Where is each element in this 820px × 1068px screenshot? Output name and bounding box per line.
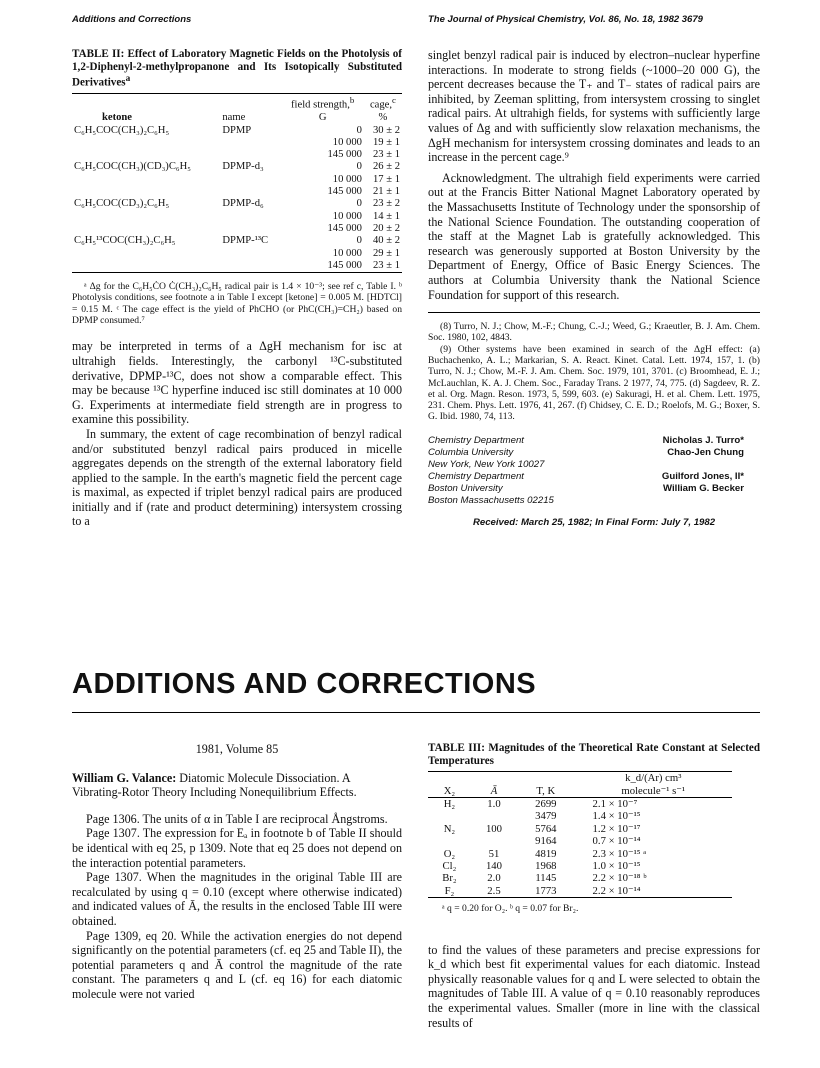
table2-cell-field: 0 [356, 124, 362, 136]
table3-caption: TABLE III: Magnitudes of the Theoretical Rate Constant at Selected Temperatures [428, 742, 760, 767]
table2-header-field: field strength,$^b$ G [291, 95, 355, 124]
table2-cell-ketone [72, 211, 220, 223]
table3-cell-x: F₂ [444, 884, 455, 897]
table3-cell-a: 2.0 [487, 872, 501, 885]
affiliation-row [428, 435, 760, 447]
table2-cell-ketone [72, 248, 220, 260]
table2-cell-cage: 26 ± 2 [372, 161, 400, 173]
table2-row [72, 260, 402, 272]
table3-row [428, 860, 732, 872]
table2-header-ketone: ketone [102, 112, 133, 124]
table2-cell-cage: 21 ± 1 [372, 186, 400, 198]
table3-row [428, 835, 732, 847]
table2-cell-cage: 23 ± 2 [372, 198, 400, 210]
table3-cell-x [428, 835, 471, 847]
table2-cell-name: DPMP-d₃ [222, 161, 264, 173]
affiliation-row [428, 495, 760, 507]
table2-cell-ketone: C₆H₅¹³COC(CH₃)₂C₆H₅ [74, 235, 176, 247]
table2-cell-name [220, 223, 281, 235]
table2-cell-cage: 17 ± 1 [372, 173, 400, 185]
table2-cell-cage: 14 ± 1 [372, 210, 400, 222]
affiliation-row [428, 447, 760, 459]
table2-cell-ketone [72, 260, 220, 272]
table2-cell-ketone [72, 137, 220, 149]
right-column-top [428, 48, 760, 529]
table2-cell-field: 145 000 [327, 186, 362, 198]
acknowledgment: Acknowledgment. The ultrahigh field experiments were carried out at the Francis Bitter National Magnet Laboratory operated by the Massachusetts Institute of Technology under the sponsorship of the National Science Foundation. The outstanding cooperation of the staff at the Magnet Lab is gratefully acknowledged. This research was generously supported at Boston University by the Department of Energy, Office of Basic Energy Sciences. The authors at Columbia University thank the National Science Foundation for support of this research. [428, 170, 760, 302]
right-bottom-paragraph: to find the values of these parameters and precise expressions for k_d which best fit experimental values for each diatomic. Instead physically reasonable values for q and L were selected to obtain the magnitudes of Table III. A value of q = 0.10 reasonably reproduces the experimental values. Smaller (more in line with the classical results of [428, 942, 760, 1030]
affiliation-place: Columbia University [428, 446, 514, 458]
table3-cell-a [471, 835, 517, 847]
table2-cell-cage: 23 ± 1 [372, 149, 400, 161]
table2-cell-ketone [72, 174, 220, 186]
correction-para-4: Page 1309, eq 20. While the activation energies do not depend significantly on the potential parameters (cf. eq 25 and Table II), the potential parameters q and Ā control the magnitude of the rate constant. The parameters q and L (cf. eq 16) for each diatomic molecule were not varied [72, 928, 402, 1001]
table3-cell-t: 1968 [535, 860, 557, 873]
table2-cell-name [220, 248, 281, 260]
table3-cell-t: 4819 [535, 847, 557, 860]
table3-cell-k: 2.2 × 10⁻¹⁴ [592, 884, 641, 897]
affiliation-row [428, 459, 760, 471]
table2-cell-field: 145 000 [327, 259, 362, 271]
correction-para-2: Page 1307. The expression for Eₐ in footnote b of Table II should be identical with eq 25, p 1309. Note that eq 25 does not depend on the interaction potential parameters. [72, 826, 402, 870]
table3-header-k: k_d/(Ar) cm³ molecule⁻¹ s⁻¹ [575, 772, 732, 798]
table3-cell-a: 100 [485, 822, 502, 835]
author-name [744, 459, 760, 471]
reference-8: (8) Turro, N. J.; Chow, M.-F.; Chung, C.-J.; Weed, G.; Kraeutler, B. J. Am. Chem. Soc. 1980, 102, 4843. [428, 321, 760, 344]
table2-cell-name: DPMP-d₆ [222, 198, 264, 210]
table2-cell-cage: 20 ± 2 [372, 222, 400, 234]
table2-cell-field: 10 000 [332, 136, 362, 148]
author-name: Chao-Jen Chung [667, 446, 744, 458]
table2-cell-ketone: C₆H₅COC(CD₃)₂C₆H₅ [74, 198, 170, 210]
table3-cell-x: O₂ [443, 847, 456, 860]
table3-cell-t: 5764 [535, 822, 557, 835]
table2 [72, 93, 402, 272]
correction-volume: 1981, Volume 85 [195, 742, 279, 756]
table2-cell-cage: 40 ± 2 [372, 235, 400, 247]
author-name: William G. Becker [663, 482, 744, 494]
table2-cell-cage: 30 ± 2 [372, 124, 400, 136]
running-header-right: The Journal of Physical Chemistry, Vol. 86, No. 18, 1982 3679 [428, 14, 703, 25]
table3-header-t: T, K [517, 772, 574, 798]
table3-cell-t: 2699 [535, 798, 557, 810]
table2-cell-cage: 23 ± 1 [372, 259, 400, 271]
affiliation-row [428, 471, 760, 483]
received-date: Received: March 25, 1982; In Final Form: July 7, 1982 [472, 516, 716, 528]
table2-row [72, 223, 402, 235]
table2-row [72, 186, 402, 198]
author-name [744, 495, 760, 507]
correction-heading [72, 771, 402, 800]
corrections-column [72, 742, 402, 1002]
left-paragraph-1: may be interpreted in terms of a ΔgH mechanism for isc at ultrahigh fields. Interestingly, the carbonyl ¹³C-substituted derivative, DPMP-¹³C, does not show a comparable effect. This may be because ¹³C hyperfine induced isc still dominates at 10 000 G. Experiments at intermediate field strength are in progress to examine this possibility. [72, 339, 402, 427]
table2-row [72, 211, 402, 223]
affiliation-place: New York, New York 10027 [428, 458, 545, 470]
table2-row [72, 248, 402, 260]
table2-cell-ketone [72, 186, 220, 198]
table3-cell-a: 51 [488, 847, 500, 860]
table2-cell-name [220, 186, 281, 198]
table3-cell-a: 2.5 [487, 884, 501, 897]
table3-row [428, 885, 732, 897]
affiliations [428, 435, 760, 507]
correction-author: William G. Valance: [72, 770, 177, 785]
table2-cell-name: DPMP [222, 124, 252, 136]
table3-cell-x: N₂ [443, 822, 456, 835]
table2-cell-field: 10 000 [332, 173, 362, 185]
table2-row [72, 137, 402, 149]
table2-cell-name [220, 149, 281, 161]
table3-cell-k: 2.2 × 10⁻¹⁸ ᵇ [592, 872, 647, 885]
left-paragraph-2: In summary, the extent of cage recombination of benzyl radical and/or substituted benzyl radical pairs produced in micelle aggregates depends on the strength of the external laboratory field applied to the sample. In the earth's magnetic field the percent cage is maximal, as expected if triplet benzyl radical pairs are produced initially and if (rate and product determining) intersystem crossing to a [72, 426, 402, 529]
table3-cell-x: Cl₂ [442, 860, 457, 873]
table3-footnote: ᵃ q = 0.20 for O₂. ᵇ q = 0.07 for Br₂. [442, 903, 579, 915]
affiliation-row [428, 483, 760, 495]
table2-row [72, 174, 402, 186]
table2-header-cage: cage,$^c$ % [369, 95, 396, 124]
table3-row [428, 823, 732, 835]
table3-cell-t: 1145 [535, 872, 557, 885]
table2-row [72, 125, 402, 137]
table3 [428, 771, 732, 897]
correction-para-1: Page 1306. The units of α in Table I are reciprocal Ångstroms. [86, 811, 388, 826]
table2-header-name: name [222, 112, 246, 124]
table2-cell-field: 145 000 [327, 149, 362, 161]
left-column-top [72, 48, 402, 529]
reference-9: (9) Other systems have been examined in search of the ΔgH effect: (a) Buchachenko, A. L.; Markarian, S. A. React. Kinet. Catal. Lett. 1974, 157, 1. (b) Turro, N. J.; Chow, M.-F. J. Am. Chem. Soc. 1979, 101, 3701. (c) Broomhead, E. J.; McLauchlan, K. A. J. Chem. Soc., Faraday Trans. 2 1977, 74, 775. (d) Sagdeev, R. Z. et al. Org. Magn. Reson. 1973, 5, 599, 603. (e) Sakuragi, H. et al. Chem. Lett. 1975, 231. Chem. Phys. Lett. 1976, 41, 267. (f) Chidsey, C. E. D.; Roelofs, M. G.; Boxer, S. G. Ibid. 1980, 74, 113. [428, 343, 760, 423]
table2-cell-field: 145 000 [327, 222, 362, 234]
table2-cell-field: 0 [356, 198, 362, 210]
table3-cell-x: Br₂ [442, 872, 457, 885]
affiliation-list [428, 435, 760, 507]
affiliation-place: Boston Massachusetts 02215 [428, 494, 554, 506]
table3-header-a: Ā [471, 772, 517, 798]
table3-cell-k: 1.4 × 10⁻¹⁵ [592, 810, 641, 823]
table2-cell-ketone [72, 223, 220, 235]
table3-row [428, 810, 732, 822]
table2-cell-ketone: C₆H₅COC(CH₃)₂C₆H₅ [74, 124, 170, 136]
table2-footnote: ᵃ Δg for the C₆H₅ĊO Ċ(CH₃)₂C₆H₅ radical pair is 1.4 × 10⁻³; see ref c, Table I. ᵇ Photolysis conditions, see footnote a in Table I except [ketone] = 0.005 M. [HDTCl] = 0.15 M. ᶜ The cage effect is the yield of PhCHO (or PhC(CH₃)=CH₂) based on DPMP consumed.⁷ [72, 281, 402, 327]
right-paragraph-1: singlet benzyl radical pair is induced by electron–nuclear hyperfine interactions. In moderate to strong fields (~1000–20 000 G), the percent decreases because the T₊ and T₋ states of radical pairs are inhibited, by Zeeman splitting, from intersystem crossing to singlet radical pairs. At ultrahigh fields, for systems with sufficiently large values of Δg and with sufficiently slow relaxation mechanisms, the ΔgH mechanism for intersystem crossing dominates and leads to an increase in the percent cage.⁹ [428, 48, 760, 165]
table3-cell-a: 1.0 [487, 798, 501, 810]
author-name: Nicholas J. Turro* [662, 434, 744, 446]
table2-cell-field: 0 [356, 161, 362, 173]
table2-cell-name: DPMP-¹³C [222, 235, 269, 247]
table3-cell-x: H₂ [443, 798, 456, 810]
table2-cell-cage: 19 ± 1 [372, 136, 400, 148]
table3-row [428, 798, 732, 811]
table3-cell-k: 1.2 × 10⁻¹⁷ [592, 822, 641, 835]
table3-cell-t: 1773 [535, 884, 557, 897]
table2-cell-name [220, 174, 281, 186]
table2-row [72, 235, 402, 247]
author-name: Guilford Jones, II* [661, 470, 744, 482]
table2-row [72, 161, 402, 173]
table2-cell-ketone: C₆H₅COC(CH₃)(CD₃)C₆H₅ [74, 161, 191, 173]
table3-body [428, 798, 732, 898]
table3-cell-t: 9164 [535, 835, 557, 848]
table3-cell-t: 3479 [535, 810, 557, 823]
table3-row [428, 848, 732, 860]
table3-cell-x [428, 810, 471, 822]
table3-row [428, 872, 732, 884]
table3-cell-k: 0.7 × 10⁻¹⁴ [592, 835, 641, 848]
table2-cell-name [220, 260, 281, 272]
table3-header-x: X₂ [428, 772, 471, 798]
table2-caption: TABLE II: Effect of Laboratory Magnetic Fields on the Photolysis of 1,2-Diphenyl-2-methylpropanone and Its Isotopically Substituted Derivatives$^a$ [72, 48, 402, 89]
table2-cell-field: 0 [356, 235, 362, 247]
table3-cell-k: 2.1 × 10⁻⁷ [592, 798, 638, 810]
table2-cell-field: 10 000 [332, 247, 362, 259]
table2-body [72, 125, 402, 273]
references [428, 321, 760, 423]
section-rule [72, 712, 760, 713]
table3-column [428, 742, 760, 1030]
table3-cell-k: 2.3 × 10⁻¹⁵ ᵃ [592, 847, 647, 860]
table2-row [72, 198, 402, 210]
section-title: ADDITIONS AND CORRECTIONS [72, 668, 537, 700]
table2-cell-name [220, 211, 281, 223]
affiliation-place: Chemistry Department [428, 434, 524, 446]
table3-cell-a [471, 810, 517, 822]
table2-cell-ketone [72, 149, 220, 161]
table2-cell-cage: 29 ± 1 [372, 247, 400, 259]
table2-cell-field: 10 000 [332, 210, 362, 222]
correction-title: Diatomic Molecule Dissociation. A Vibrating-Rotor Theory Including Nonequilibrium Effects. [72, 770, 357, 800]
running-header-left: Additions and Corrections [72, 14, 192, 25]
affiliation-place: Boston University [428, 482, 503, 494]
table3-cell-a: 140 [485, 860, 502, 873]
table3-cell-k: 1.0 × 10⁻¹⁵ [592, 860, 641, 873]
table2-row [72, 149, 402, 161]
correction-para-3: Page 1307. When the magnitudes in the original Table III are recalculated by using q = 0.10 (except where otherwise indicated) and indicated values of Ā, the results in the enclosed Table III were obtained. [72, 870, 402, 928]
affiliation-place: Chemistry Department [428, 470, 524, 482]
table2-cell-name [220, 137, 281, 149]
